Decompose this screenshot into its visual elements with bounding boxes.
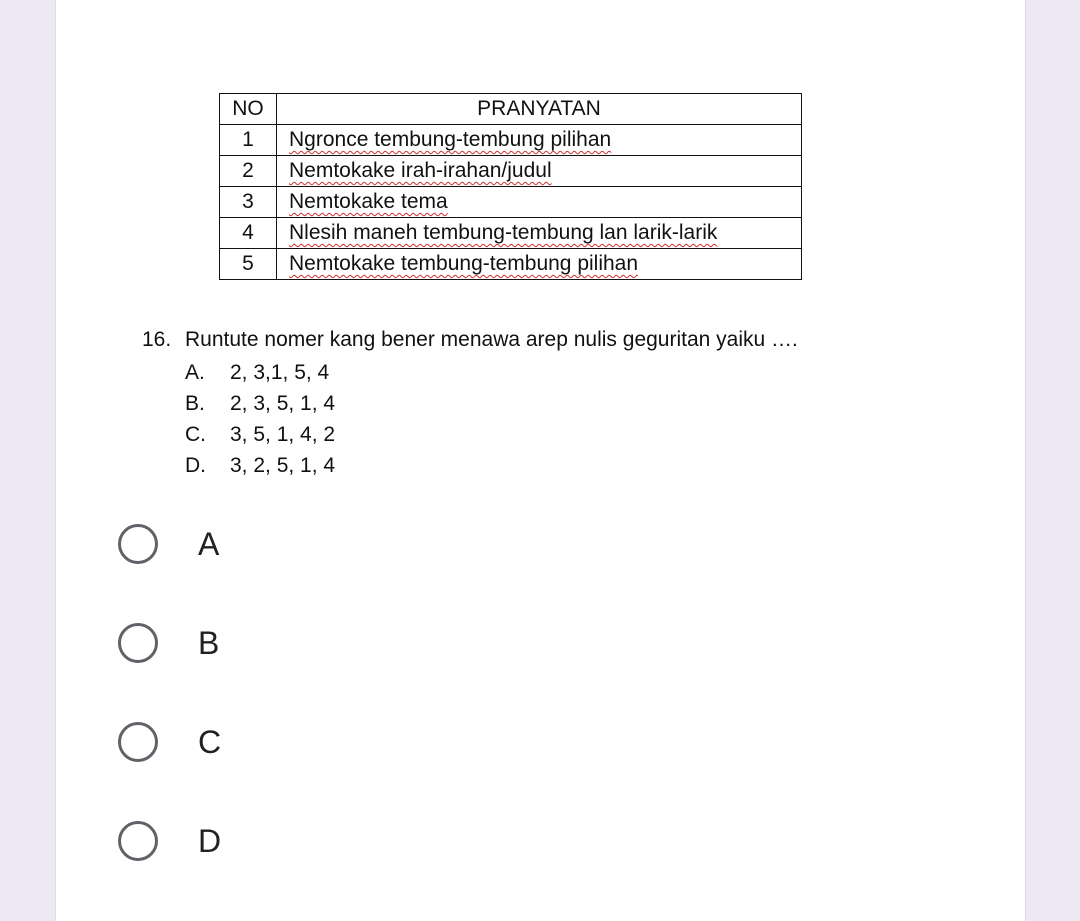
question-prompt: Runtute nomer kang bener menawa arep nulis geguritan yaiku …. — [185, 328, 798, 351]
choice-label-b: B — [198, 624, 220, 661]
table-row — [220, 125, 802, 156]
statement-text: Nlesih maneh tembung-tembung lan larik-larik — [289, 221, 718, 244]
option-letter: C. — [185, 423, 206, 446]
choice-label-c: C — [198, 723, 222, 760]
row-statement — [277, 187, 802, 218]
row-statement — [277, 156, 802, 187]
radio-button-a[interactable] — [118, 524, 158, 564]
option-line — [185, 453, 335, 484]
option-list — [185, 360, 335, 484]
statement-text: Nemtokake irah-irahan/judul — [289, 159, 552, 182]
radio-button-d[interactable] — [118, 821, 158, 861]
statement-text: Nemtokake tema — [289, 190, 448, 213]
column-header-no: NO — [220, 94, 277, 125]
statement-text: Nemtokake tembung-tembung pilihan — [289, 252, 639, 275]
option-letter: A. — [185, 361, 205, 384]
table-row — [220, 156, 802, 187]
question-image — [56, 0, 1025, 490]
option-line — [185, 391, 335, 422]
question-number: 16. — [142, 328, 172, 351]
option-letter: B. — [185, 392, 205, 415]
row-number: 2 — [220, 156, 277, 187]
choice-label-d: D — [198, 822, 222, 859]
option-text: 2, 3, 5, 1, 4 — [230, 392, 336, 415]
row-number: 4 — [220, 218, 277, 249]
choice-b[interactable] — [118, 613, 219, 673]
table-row — [220, 249, 802, 280]
option-text: 3, 5, 1, 4, 2 — [230, 423, 336, 446]
row-number: 5 — [220, 249, 277, 280]
table-header-row — [220, 94, 802, 125]
statement-text: Ngronce tembung-tembung pilihan — [289, 128, 612, 151]
row-statement — [277, 125, 802, 156]
column-header-statement: PRANYATAN — [277, 94, 802, 125]
option-text: 3, 2, 5, 1, 4 — [230, 454, 336, 477]
table-row — [220, 218, 802, 249]
statements-table — [219, 93, 802, 280]
table-row — [220, 187, 802, 218]
choice-a[interactable] — [118, 514, 219, 574]
option-line — [185, 360, 335, 391]
question-card — [55, 0, 1026, 921]
choice-c[interactable] — [118, 712, 221, 772]
radio-button-c[interactable] — [118, 722, 158, 762]
choice-d[interactable] — [118, 811, 221, 871]
question-text — [142, 328, 798, 352]
row-statement — [277, 218, 802, 249]
row-statement — [277, 249, 802, 280]
row-number: 3 — [220, 187, 277, 218]
radio-button-b[interactable] — [118, 623, 158, 663]
row-number: 1 — [220, 125, 277, 156]
option-letter: D. — [185, 454, 206, 477]
choice-label-a: A — [198, 525, 220, 562]
option-text: 2, 3,1, 5, 4 — [230, 361, 330, 384]
option-line — [185, 422, 335, 453]
